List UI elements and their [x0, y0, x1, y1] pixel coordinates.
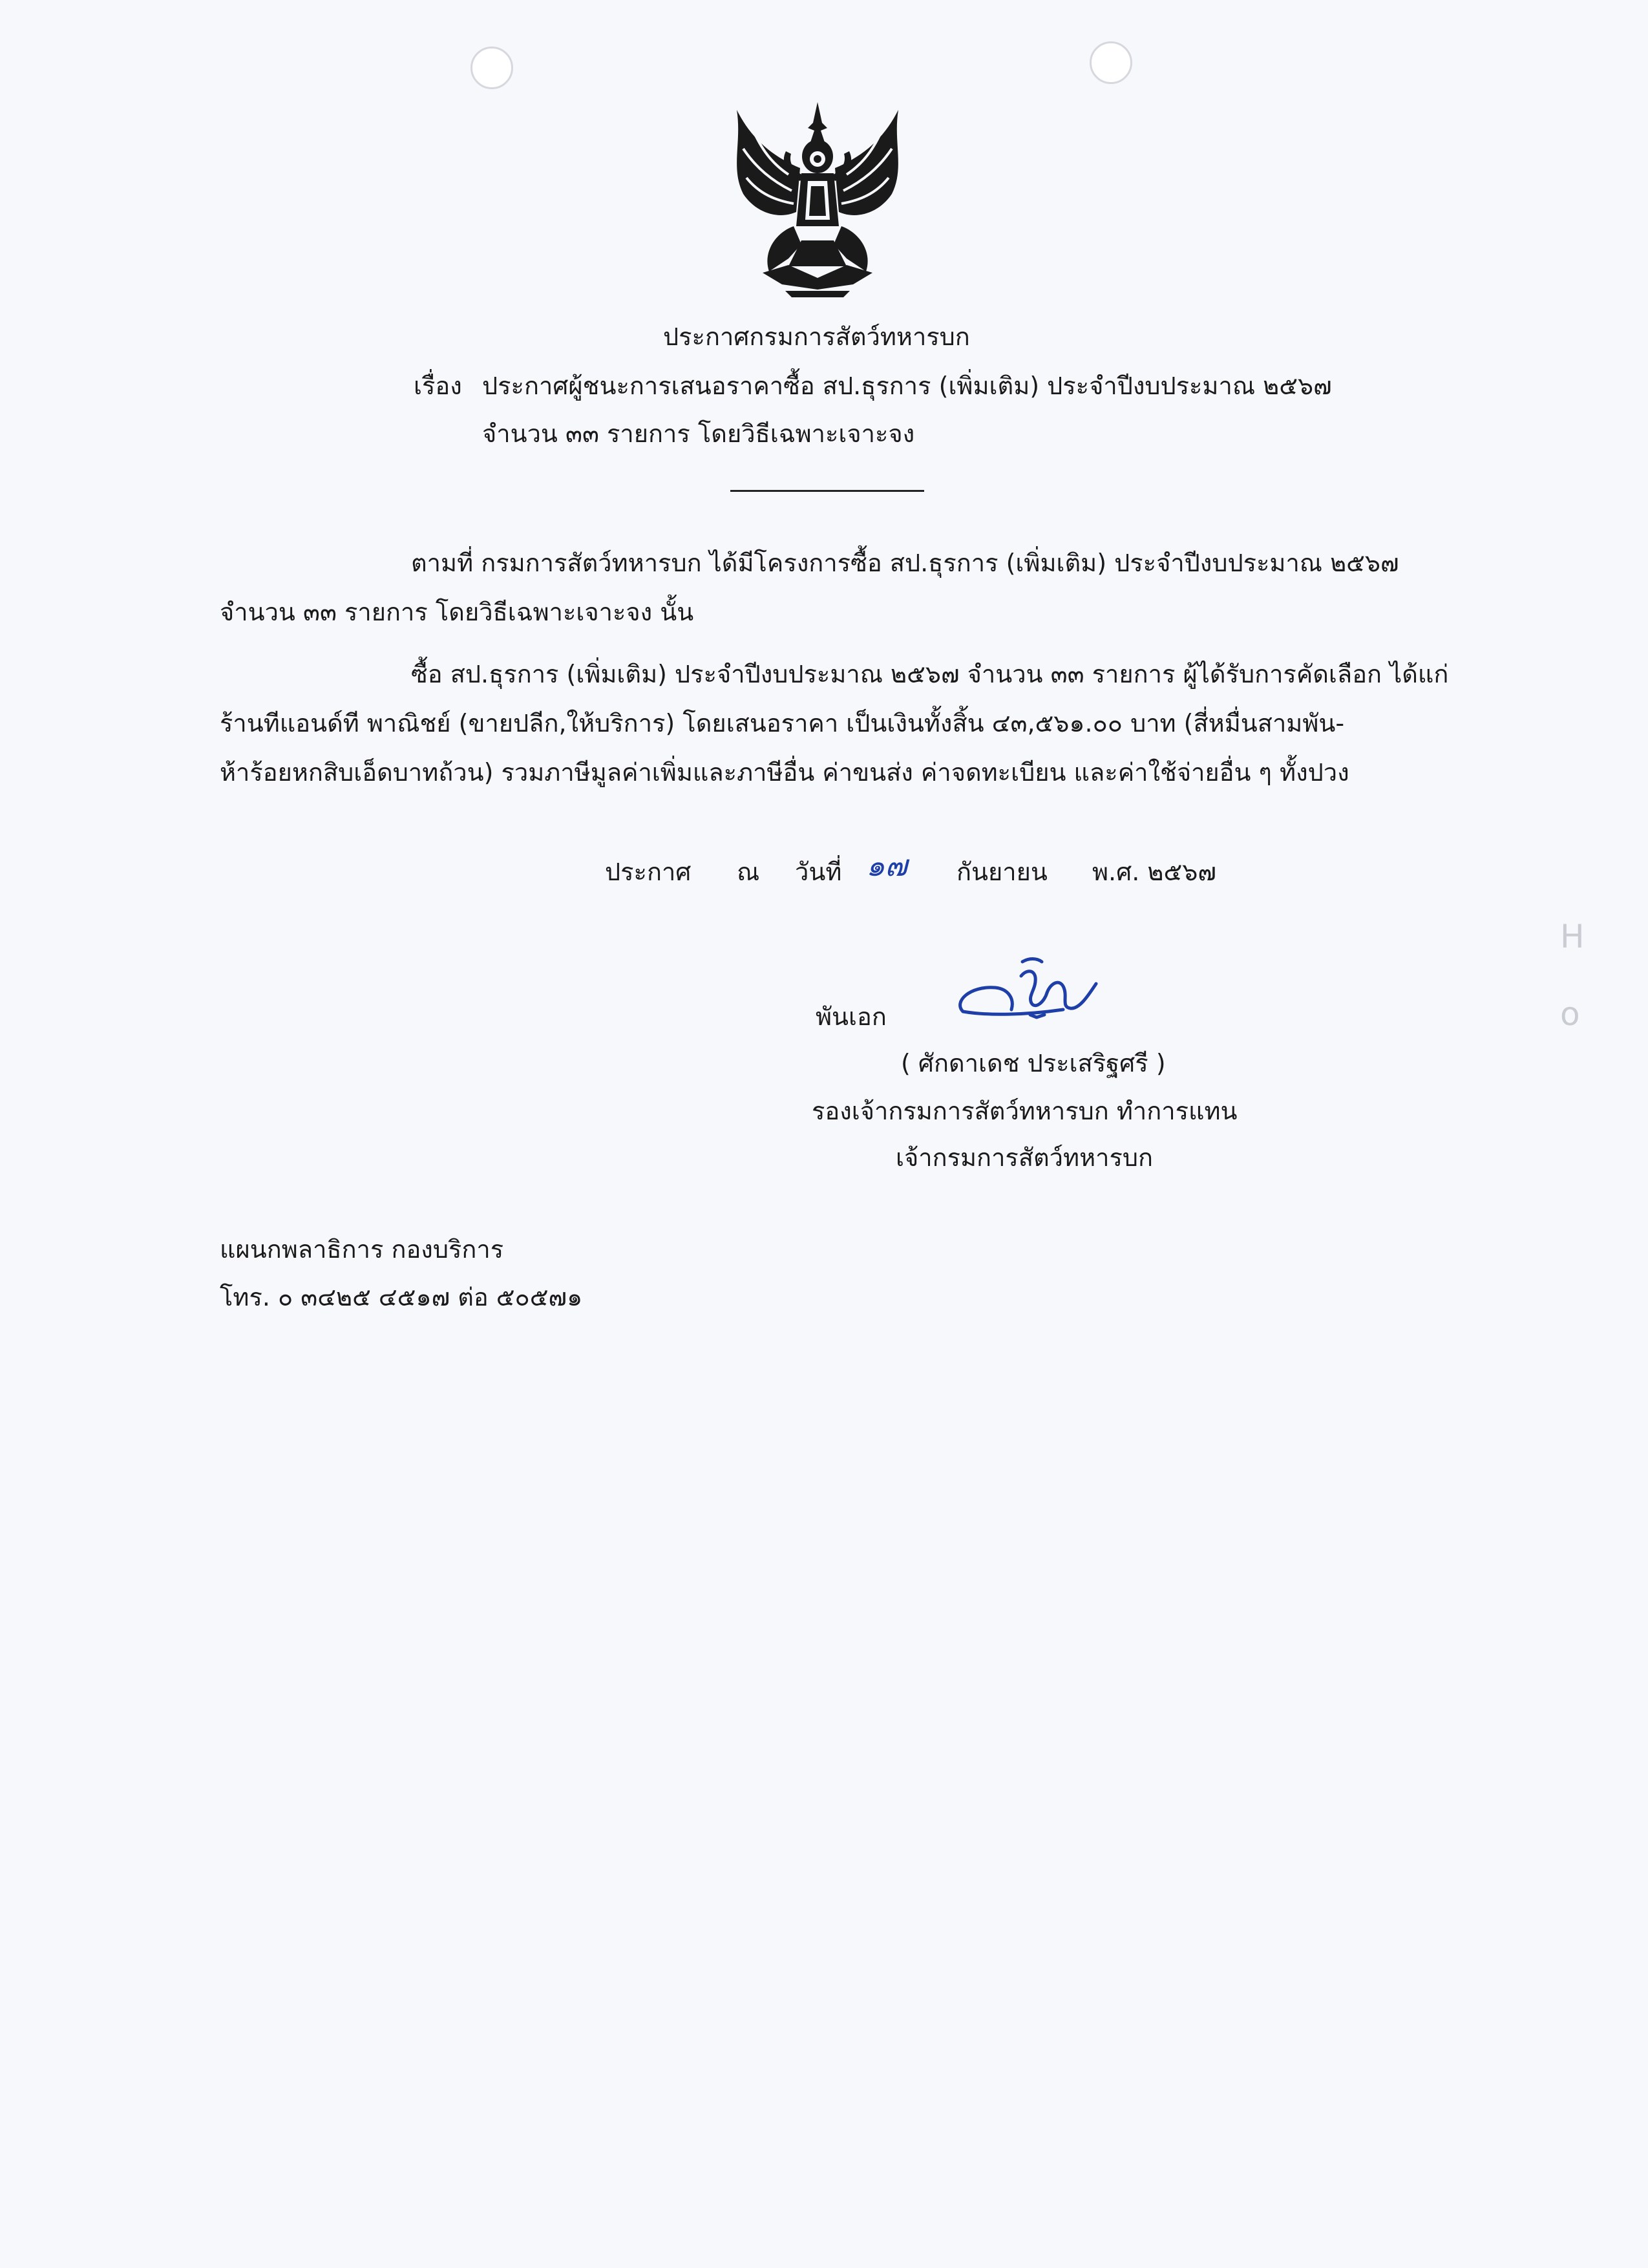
date-prefix: ประกาศ	[605, 858, 692, 886]
subject-prefix: เรื่อง	[414, 372, 462, 400]
document-title: ประกาศกรมการสัตว์ทหารบก	[663, 323, 970, 351]
handwritten-signature	[950, 950, 1118, 1028]
paragraph-1-line-2: จำนวน ๓๓ รายการ โดยวิธีเฉพาะเจาะจง นั้น	[220, 598, 694, 626]
signatory-rank: พันเอก	[816, 1002, 887, 1031]
garuda-emblem-icon	[724, 97, 911, 297]
signatory-position-2: เจ้ากรมการสัตว์ทหารบก	[896, 1143, 1153, 1172]
header-divider	[730, 490, 924, 492]
footer-unit: แผนกพลาธิการ กองบริการ	[220, 1235, 504, 1264]
paragraph-2-line-1: ซื้อ สป.ธุรการ (เพิ่มเติม) ประจำปีงบประมาณ ๒๕๖๗ จำนวน ๓๓ รายการ ผู้ได้รับการคัดเลือก ได้แก่	[411, 660, 1449, 688]
subject-line-2: จำนวน ๓๓ รายการ โดยวิธีเฉพาะเจาะจง	[482, 419, 915, 448]
subject-line-1: ประกาศผู้ชนะการเสนอราคาซื้อ สป.ธุรการ (เพิ่มเติม) ประจำปีงบประมาณ ๒๕๖๗	[482, 372, 1332, 400]
show-through-mark: H	[1560, 918, 1585, 955]
paragraph-2-line-2: ร้านทีแอนด์ที พาณิชย์ (ขายปลีก,ให้บริการ) โดยเสนอราคา เป็นเงินทั้งสิ้น ๔๓,๕๖๑.๐๐ บาท (สี่หมื่นสามพัน-	[220, 709, 1345, 737]
date-month: กันยายน	[956, 858, 1048, 886]
signatory-position-1: รองเจ้ากรมการสัตว์ทหารบก ทำการแทน	[812, 1097, 1238, 1125]
date-at: ณ	[737, 858, 760, 886]
footer-phone: โทร. ๐ ๓๔๒๕ ๔๕๑๗ ต่อ ๕๐๕๗๑	[220, 1283, 583, 1311]
punch-hole-right	[1090, 41, 1132, 84]
show-through-mark: o	[1560, 995, 1580, 1033]
date-year: พ.ศ. ๒๕๖๗	[1092, 858, 1216, 886]
date-day-handwritten: ๑๗	[866, 848, 907, 883]
signatory-name: ( ศักดาเดช ประเสริฐศรี )	[901, 1049, 1166, 1077]
date-day-label: วันที่	[795, 858, 842, 886]
punch-hole-left	[470, 47, 513, 89]
paragraph-2-line-3: ห้าร้อยหกสิบเอ็ดบาทถ้วน) รวมภาษีมูลค่าเพิ่มและภาษีอื่น ค่าขนส่ง ค่าจดทะเบียน และค่าใช้จ่ายอื่น ๆ ทั้งปวง	[220, 758, 1349, 787]
paragraph-1-line-1: ตามที่ กรมการสัตว์ทหารบก ได้มีโครงการซื้อ สป.ธุรการ (เพิ่มเติม) ประจำปีงบประมาณ ๒๕๖๗	[411, 549, 1399, 577]
